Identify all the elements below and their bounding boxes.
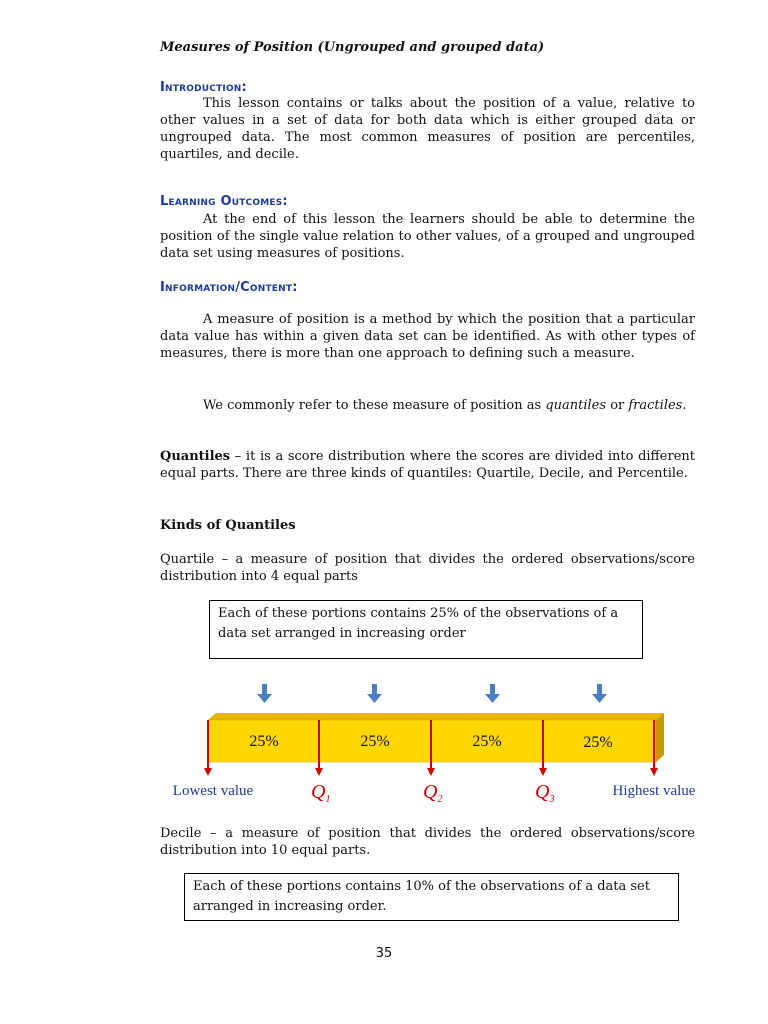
- q1-label: $Q_1$: [311, 781, 331, 805]
- down-arrow-icon: [592, 684, 607, 703]
- down-arrow-icon: [485, 684, 500, 703]
- quantiles-text: – it is a score distribution where the scores are divided into different equal parts. There are three kinds of quantiles: Quartile, Decile, and Percentile.: [160, 449, 695, 481]
- quartile-definition: Quartile – a measure of position that divides the ordered observations/score distribution into 4 equal parts: [160, 552, 695, 584]
- quantiles-definition: [160, 448, 695, 482]
- introduction-heading: Introduction:: [160, 80, 247, 95]
- segment-1-label: 25%: [249, 733, 279, 750]
- q2-label: $Q_2$: [423, 781, 443, 805]
- term-fractiles: fractiles: [628, 398, 683, 413]
- segment-4-label: 25%: [583, 734, 613, 751]
- bar-top: [208, 713, 664, 720]
- learning-outcomes-text: At the end of this lesson the learners should be able to determine the position of the single value relation to other values, of a grouped and ungrouped data set using measures of positions.: [160, 212, 695, 261]
- introduction-text: This lesson contains or talks about the position of a value, relative to other values in a set of data for both data which is either grouped data or ungrouped data. The most common measures of position are percentiles, quartiles, and decile.: [160, 96, 695, 162]
- paragraph2-end: .: [682, 398, 687, 413]
- learning-outcomes-heading: Learning Outcomes:: [160, 194, 288, 209]
- highest-value-label: Highest value: [612, 783, 696, 799]
- down-arrow-icon: [367, 684, 382, 703]
- decile-definition: Decile – a measure of position that divides the ordered observations/score distribution into 10 equal parts.: [160, 826, 695, 858]
- quartile-diagram: [0, 678, 768, 808]
- paragraph2-pre: We commonly refer to these measure of position as: [203, 398, 546, 413]
- term-quantiles: quantiles: [545, 398, 607, 413]
- document-title: Measures of Position (Ungrouped and grouped data): [160, 40, 545, 55]
- quantiles-term: Quantiles: [160, 449, 231, 464]
- decile-box: Each of these portions contains 10% of the observations of a data set arranged in increasing order.: [184, 873, 679, 921]
- q3-label: $Q_3$: [535, 781, 555, 805]
- information-heading: Information/Content:: [160, 280, 298, 295]
- paragraph2-mid: or: [606, 398, 629, 413]
- segment-2-label: 25%: [360, 733, 390, 750]
- quartile-box: Each of these portions contains 25% of the observations of a data set arranged in increasing order: [209, 600, 643, 659]
- lowest-value-label: Lowest value: [172, 783, 254, 799]
- information-paragraph-1: A measure of position is a method by which the position that a particular data value has within a given data set can be identified. As with other types of measures, there is more than one approach to defining such a measure.: [160, 312, 695, 361]
- kinds-heading: Kinds of Quantiles: [160, 518, 296, 533]
- segment-3-label: 25%: [472, 733, 502, 750]
- information-paragraph-2: [160, 397, 695, 414]
- bar-side: [656, 713, 664, 762]
- down-arrow-icon: [257, 684, 272, 703]
- page-number: 35: [375, 946, 393, 961]
